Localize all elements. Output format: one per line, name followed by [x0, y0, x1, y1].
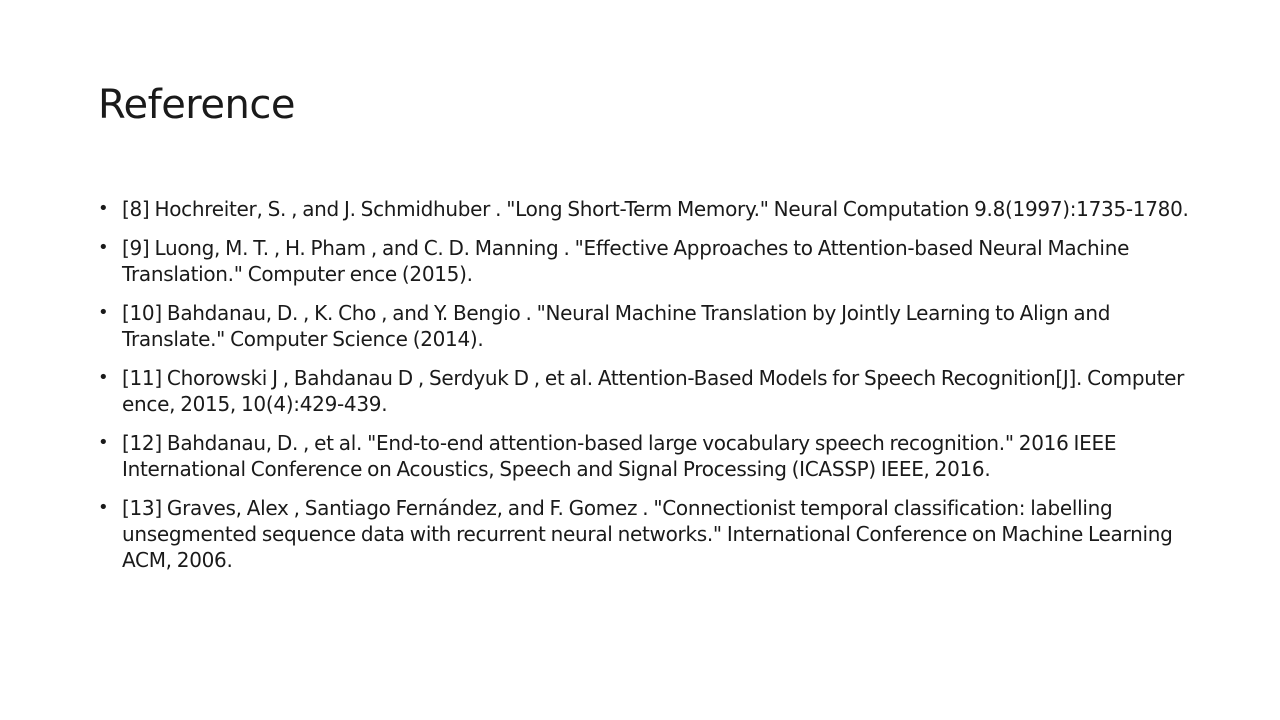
reference-text: [8] Hochreiter, S. , and J. Schmidhuber . "Long Short-Term Memory." Neural Computation 9.8(1997):1735-1780.: [122, 197, 1189, 221]
reference-list: [98, 196, 1198, 586]
bullet-icon: •: [98, 302, 109, 323]
reference-item: [98, 495, 1198, 573]
reference-text: [10] Bahdanau, D. , K. Cho , and Y. Bengio . "Neural Machine Translation by Jointly Learning to Align and Translate." Computer Science (2014).: [122, 301, 1111, 351]
reference-text: [13] Graves, Alex , Santiago Fernández, and F. Gomez . "Connectionist temporal classification: labelling unsegmented sequence data with recurrent neural networks." International Conference on Machine Learning ACM, 2006.: [122, 496, 1173, 572]
slide-title: Reference: [98, 82, 295, 128]
reference-item: [98, 300, 1198, 352]
reference-item: [98, 365, 1198, 417]
bullet-icon: •: [98, 237, 109, 258]
reference-item: [98, 235, 1198, 287]
bullet-icon: •: [98, 198, 109, 219]
reference-text: [9] Luong, M. T. , H. Pham , and C. D. Manning . "Effective Approaches to Attention-based Neural Machine Translation." Computer ence (2015).: [122, 236, 1130, 286]
reference-text: [11] Chorowski J , Bahdanau D , Serdyuk D , et al. Attention-Based Models for Speech Recognition[J]. Computer ence, 2015, 10(4):429-439.: [122, 366, 1185, 416]
bullet-icon: •: [98, 432, 109, 453]
reference-item: [98, 196, 1198, 222]
bullet-icon: •: [98, 497, 109, 518]
reference-text: [12] Bahdanau, D. , et al. "End-to-end attention-based large vocabulary speech recognition." 2016 IEEE International Conference on Acoustics, Speech and Signal Processing (ICASSP) IEEE, 2016.: [122, 431, 1117, 481]
bullet-icon: •: [98, 367, 109, 388]
reference-item: [98, 430, 1198, 482]
